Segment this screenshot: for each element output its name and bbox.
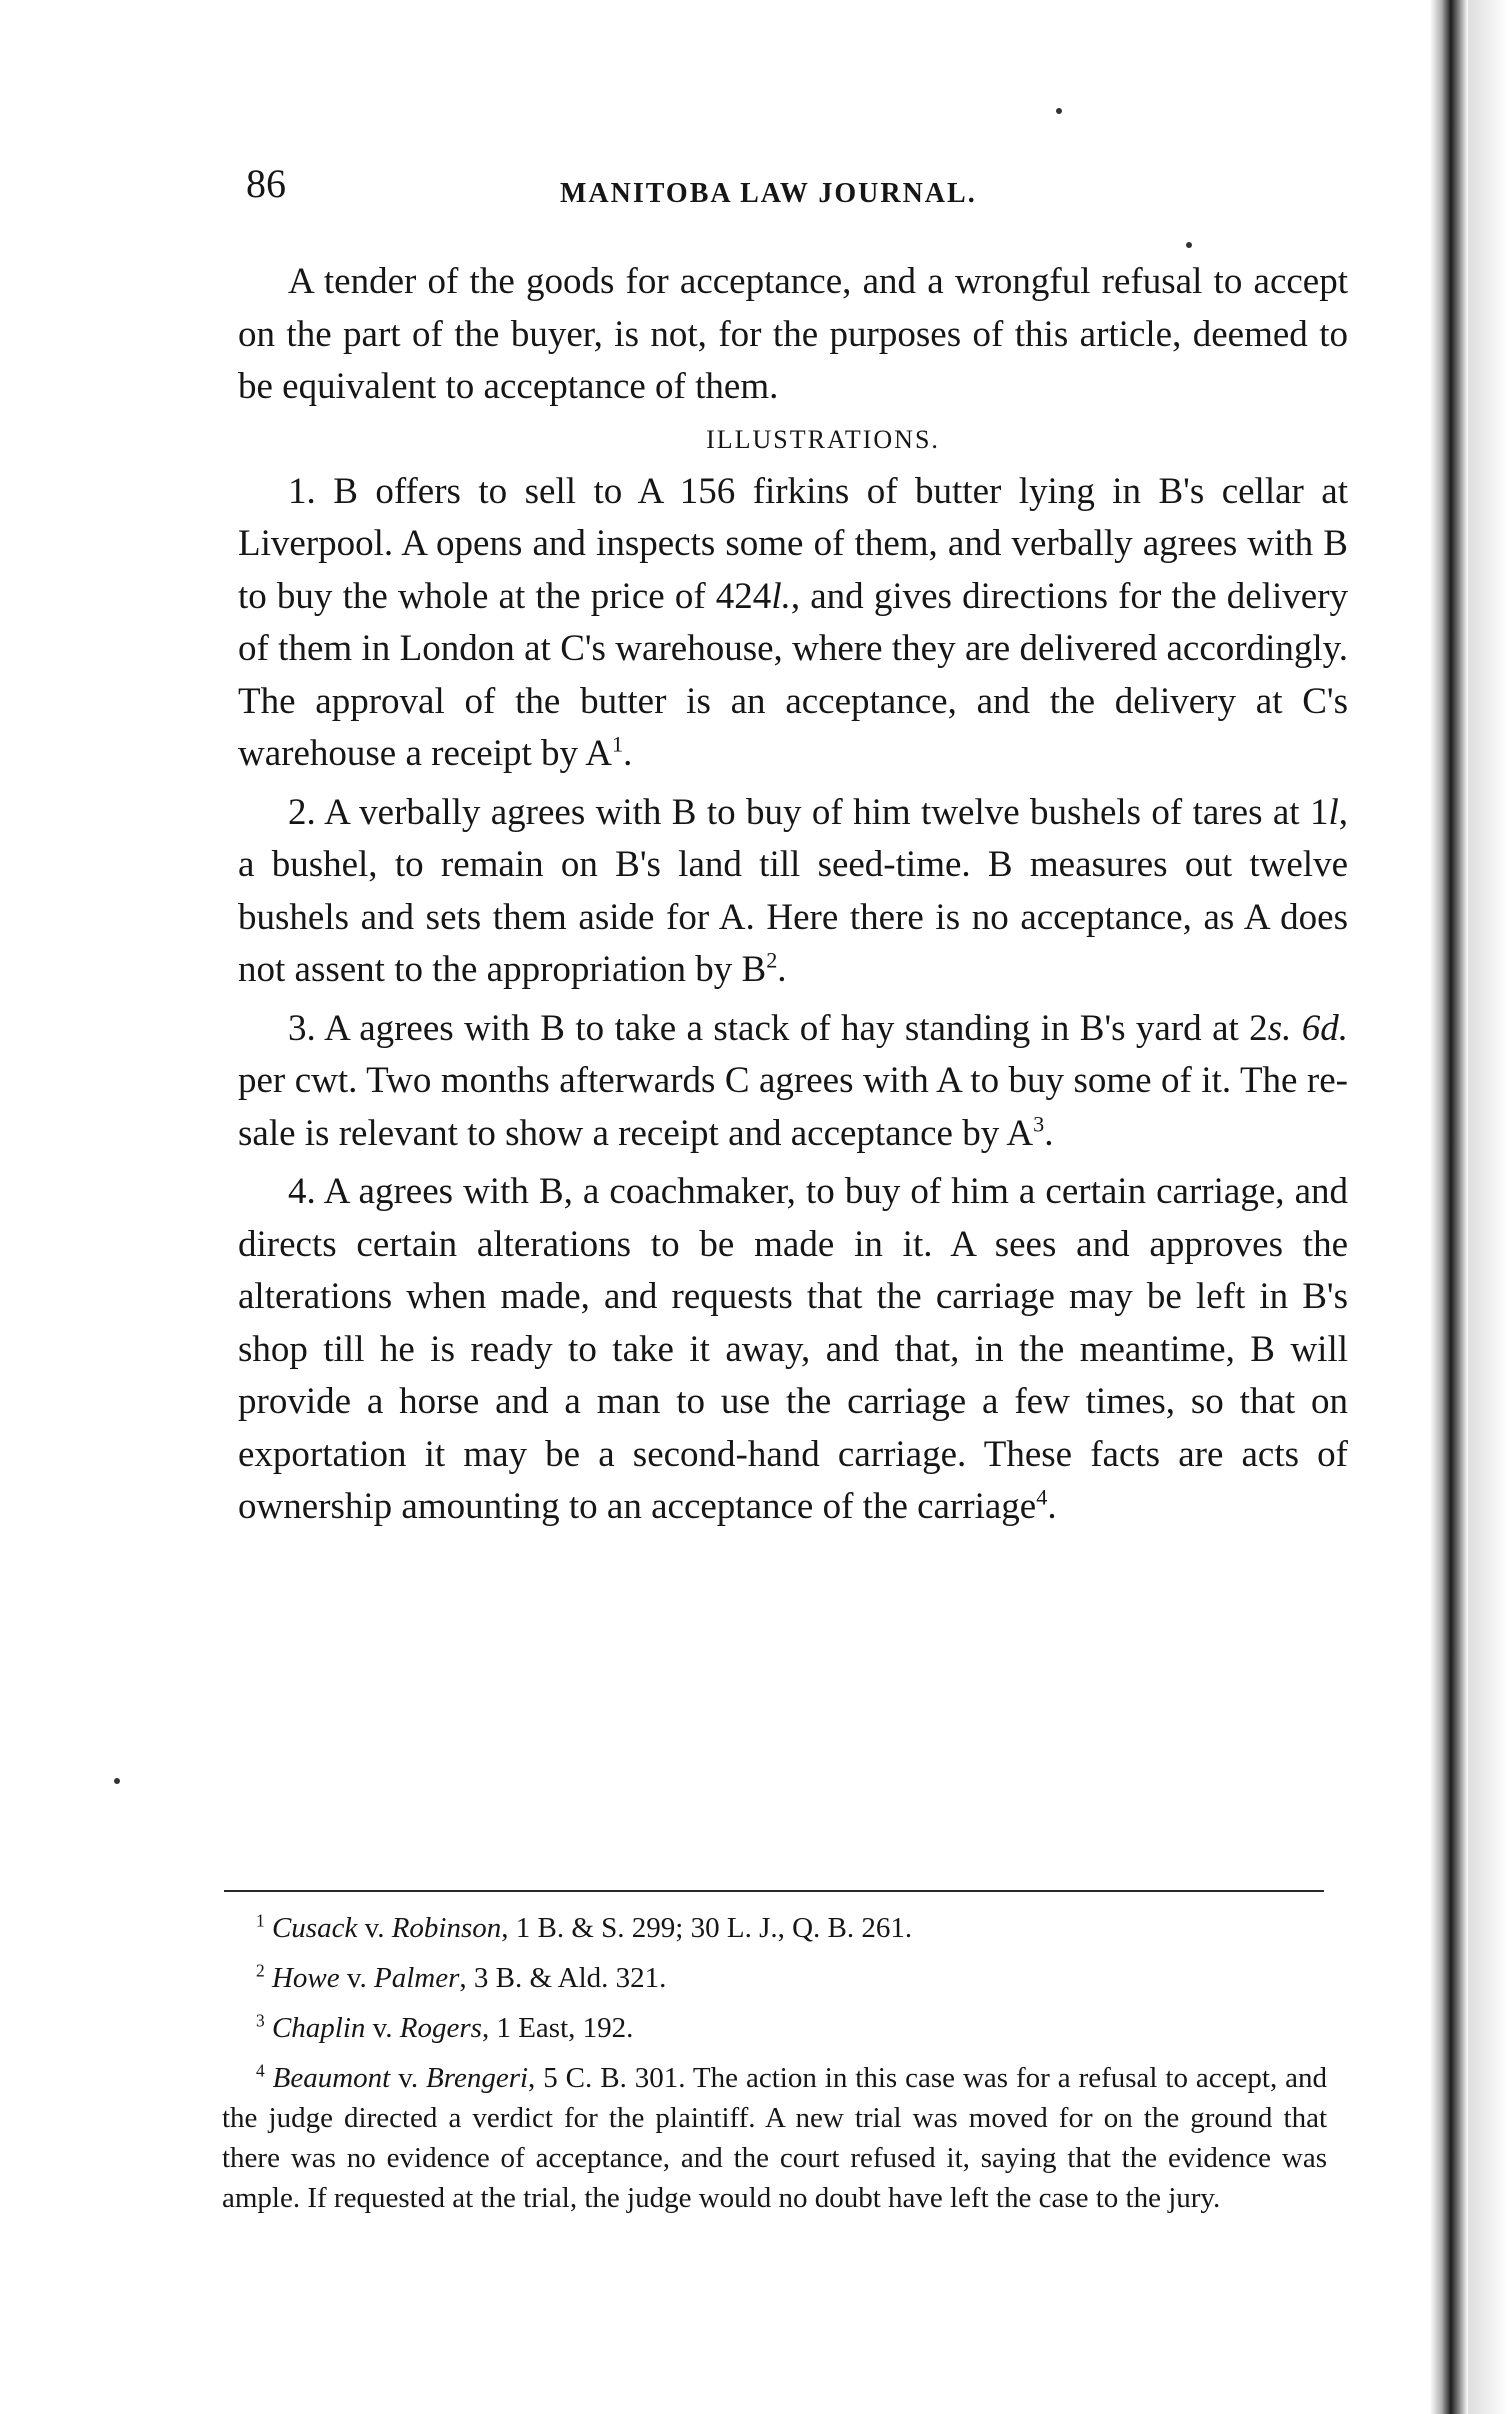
- illustration-number: 3.: [288, 1007, 316, 1049]
- footnote: [222, 1958, 1327, 1998]
- case-name: Beaumont: [272, 2062, 391, 2094]
- citation: , 1 East, 192.: [481, 2012, 634, 2044]
- citation: , 3 B. & Ald. 321.: [459, 1962, 667, 1994]
- sentence-end: .: [1044, 1112, 1054, 1154]
- illustration-paragraph: [238, 466, 1348, 781]
- citation: , 5 C. B. 301. The action in this case was for a refusal to accept, and the judge directed a verdict for the plaintiff. A new trial was moved for on the ground that there was no evidence of acceptance, and the court refused it, saying that the evidence was ample. If requested at the trial, the judge would no doubt have left the case to the jury.: [222, 2062, 1328, 2214]
- party-name: Palmer: [374, 1962, 460, 1994]
- versus: v.: [346, 1962, 367, 1994]
- running-head: MANITOBA LAW JOURNAL.: [560, 178, 977, 209]
- footnote: [222, 1908, 1327, 1948]
- sentence-end: .: [623, 733, 633, 774]
- body-text: [238, 256, 1348, 1534]
- footnote-reference: 3: [1033, 1111, 1045, 1137]
- illustration-number: 2.: [288, 791, 316, 833]
- page-edge: [1468, 0, 1508, 2414]
- versus: v.: [364, 1912, 385, 1944]
- currency-unit: s. 6d.: [1267, 1007, 1348, 1049]
- versus: v.: [398, 2062, 419, 2094]
- illustration-text: per cwt. Two months afterwards C agrees with A to buy some of it. The re-sale is relevant to show a receipt and acceptance by A: [238, 1060, 1348, 1154]
- citation: , 1 B. & S. 299; 30 L. J., Q. B. 261.: [501, 1912, 913, 1944]
- illustration-text: , and gives directions for the delivery of them in London at C's warehouse, where they are delivered accordingly. The approval of the butter is an acceptance, and the delivery at C's warehouse a receipt by A: [238, 575, 1349, 774]
- currency-unit: l: [1328, 791, 1339, 833]
- versus: v.: [372, 2012, 393, 2044]
- currency-unit: l.: [771, 575, 791, 617]
- party-name: Robinson: [391, 1912, 502, 1944]
- sentence-end: .: [1047, 1486, 1057, 1527]
- illustration-paragraph: [238, 787, 1348, 997]
- case-name: Howe: [271, 1962, 340, 1994]
- footnote-mark: 1: [256, 1910, 265, 1931]
- illustration-text: A agrees with B to take a stack of hay standing in B's yard at 2: [324, 1007, 1268, 1049]
- footnote-reference: 2: [766, 947, 778, 973]
- sentence-end: .: [777, 949, 787, 990]
- illustration-number: 4.: [288, 1171, 316, 1212]
- illustration-text: B offers to sell to A 156 firkins of butter lying in B's cellar at Liverpool. A opens and inspects some of them, and verbally agrees with B to buy the whole at the price of 424: [238, 470, 1348, 617]
- print-speck: [114, 1778, 120, 1784]
- illustration-paragraph: [238, 1166, 1348, 1534]
- intro-paragraph: A tender of the goods for acceptance, and a wrongful refusal to accept on the part of the buyer, is not, for the purposes of this article, deemed to be equivalent to acceptance of them.: [238, 261, 1348, 407]
- page-binding-shadow: [1430, 0, 1468, 2414]
- footnote-reference: 1: [611, 731, 624, 757]
- print-speck: [1056, 108, 1062, 114]
- footnote-reference: 4: [1036, 1484, 1048, 1510]
- illustration-text: A verbally agrees with B to buy of him twelve bushels of tares at 1: [324, 791, 1329, 833]
- party-name: Brengeri: [426, 2062, 529, 2094]
- party-name: Rogers: [399, 2012, 482, 2044]
- footnote-mark: 4: [256, 2060, 265, 2081]
- illustrations-heading: ILLUSTRATIONS.: [706, 424, 940, 454]
- case-name: Cusack: [271, 1912, 358, 1944]
- footnote-mark: 3: [256, 2010, 265, 2031]
- page-number: 86: [246, 161, 286, 206]
- footnote: [222, 2008, 1327, 2048]
- illustration-text: A agrees with B, a coachmaker, to buy of him a certain carriage, and directs certain alterations to be made in it. A sees and approves the alterations when made, and requests that the carriage may be left in B's shop till he is ready to take it away, and that, in the meantime, B will provide a horse and a man to use the carriage a few times, so that on exportation it may be a second-hand carriage. These facts are acts of ownership amounting to an acceptance of the carriage: [238, 1171, 1348, 1527]
- footnote: [222, 2058, 1327, 2218]
- footnote-rule: [224, 1890, 1324, 1892]
- case-name: Chaplin: [271, 2012, 366, 2044]
- footnote-mark: 2: [256, 1960, 265, 1981]
- illustration-text: , a bushel, to remain on B's land till seed-time. B measures out twelve bushels and sets them aside for A. Here there is no acceptance, as A does not assent to the appropriation by B: [238, 791, 1348, 990]
- footnotes: [222, 1904, 1327, 2222]
- print-speck: [1186, 242, 1192, 248]
- illustration-number: 1.: [288, 470, 316, 512]
- illustration-paragraph: [238, 1003, 1348, 1161]
